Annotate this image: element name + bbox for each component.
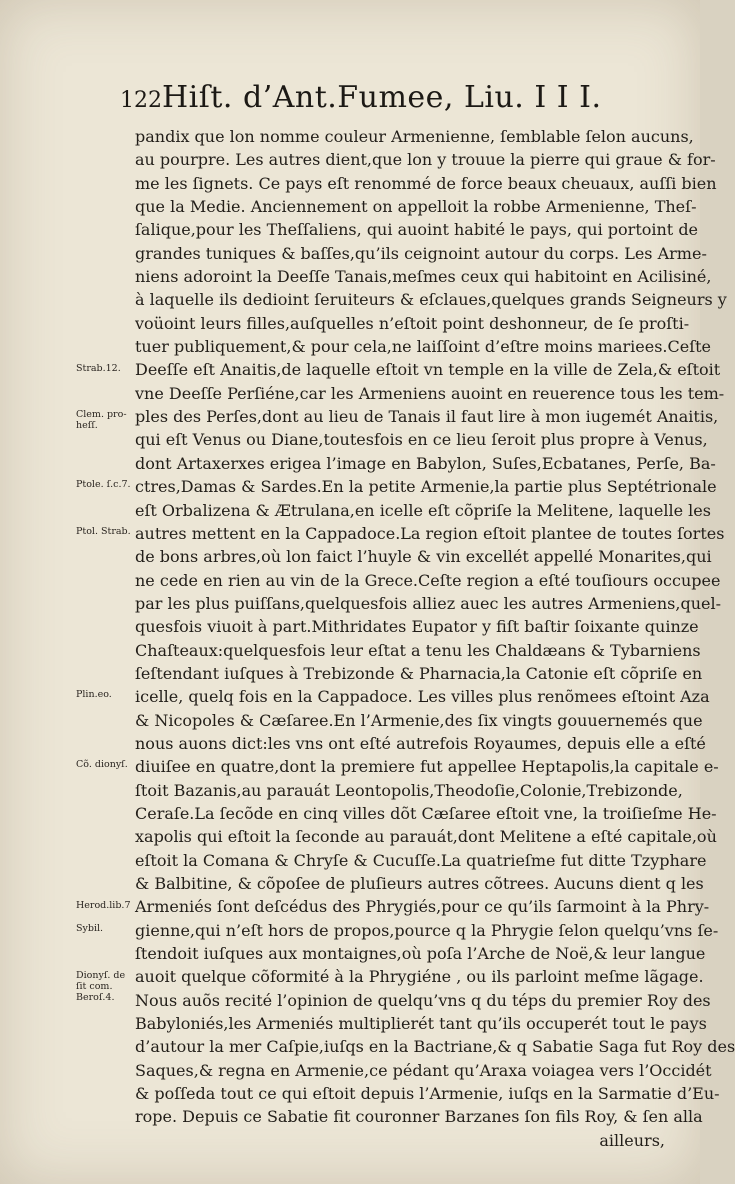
text-line: par les plus puiſſans,quelquesfois alliez auec les autres Armeniens,quel- xyxy=(135,593,722,613)
text-line: Babyloniés,les Armeniés multiplierét tant qu’ils occuperét tout le pays xyxy=(135,1014,707,1034)
text-line: ſtendoit iuſques aux montaignes,où poſa l’Arche de Noë,& leur langue xyxy=(135,944,706,964)
text-line: icelle, quelq fois en la Cappadoce. Les villes plus renõmees eſtoint Aza xyxy=(135,687,710,707)
text-line: ples des Perſes,dont au lieu de Tanais il faut lire à mon iugemét Anaitis, xyxy=(135,407,719,427)
text-line: ſalique,pour les Theſſaliens, qui auoint habité le pays, qui portoint de xyxy=(135,220,699,240)
text-line: qui eſt Venus ou Diane,toutesfois en ce lieu ſeroit plus propre à Venus, xyxy=(135,430,708,450)
text-line: ne cede en rien au vin de la Grece.Ceſte region a eſté touſiours occupee xyxy=(135,570,721,590)
text-line: Chaſteaux:quelquesfois leur eſtat a tenu les Chaldæans & Tybarniens xyxy=(135,640,701,660)
text-line: Ceraſe.La ſecõde en cinq villes dõt Cæſaree eſtoit vne, la troiſieſme He- xyxy=(135,803,717,823)
text-line: vne Deeſſe Perſiéne,car les Armeniens auoint en reuerence tous les tem- xyxy=(135,383,725,403)
text-line: gienne,qui n’eſt hors de propos,pource q la Phrygie ſelon quelqu’vns ſe- xyxy=(135,920,719,940)
margin-note: Strab.12. xyxy=(76,362,121,374)
running-title: Hiſt. d’Ant.Fumee, Liu. I I I. xyxy=(162,80,602,115)
page-header xyxy=(120,80,602,115)
body-text xyxy=(135,125,735,1152)
text-line: grandes tuniques & baſſes,qu’ils ceignoint autour du corps. Les Arme- xyxy=(135,243,707,263)
text-line: Deeſſe eſt Anaitis,de laquelle eſtoit vn temple en la ville de Zela,& eſtoit xyxy=(135,360,721,380)
page-number: 122 xyxy=(120,88,162,113)
text-line: d’autour la mer Caſpie,iuſqs en la Bactriane,& q Sabatie Saga fut Roy des xyxy=(135,1037,735,1057)
text-line: ſtoit Bazanis,au parauát Leontopolis,Theodoſie,Colonie,Trebizonde, xyxy=(135,780,683,800)
text-line: eſt Orbalizena & Ætrulana,en icelle eſt cõpriſe la Melitene, laquelle les xyxy=(135,500,711,520)
text-line: ctres,Damas & Sardes.En la petite Armenie,la partie plus Septétrionale xyxy=(135,477,717,497)
text-line: auoit quelque cõformité à la Phrygiéne , ou ils parloint meſme lãgage. xyxy=(135,967,704,987)
text-line: tuer publiquement,& pour cela,ne laiſſoint d’eſtre moins mariees.Ceſte xyxy=(135,337,712,357)
text-line: au pourpre. Les autres dient,que lon y trouue la pierre qui graue & for- xyxy=(135,150,716,170)
text-line: dont Artaxerxes erigea l’image en Babylon, Suſes,Ecbatanes, Perſe, Ba- xyxy=(135,453,716,473)
text-line: & Balbitine, & cõpoſee de pluſieurs autres cõtrees. Aucuns dient q les xyxy=(135,874,704,893)
text-line: de bons arbres,où lon faict l’huyle & vin excellét appellé Monarites,qui xyxy=(135,547,712,567)
text-line: quesfois viuoit à part.Mithridates Eupator y fiſt baſtir ſoixante quinze xyxy=(135,617,699,637)
text-line: me les ſignets. Ce pays eſt renommé de force beaux cheuaux, auſſi bien xyxy=(135,173,717,193)
text-line: & Nicopoles & Cæſaree.En l’Armenie,des ſix vingts gouuernemés que xyxy=(135,710,703,730)
text-line: Nous auõs recité l’opinion de quelqu’vns q du téps du premier Roy des xyxy=(135,990,711,1010)
text-line: eſtoit la Comana & Chryſe & Cucuſſe.La quatrieſme fut ditte Tzyphare xyxy=(135,850,707,870)
margin-note: Dionyſ. de ſit com. Beroſ.4. xyxy=(76,969,126,1003)
text-line: ailleurs, xyxy=(599,1130,665,1150)
text-line: pandix que lon nomme couleur Armenienne, ſemblable ſelon aucuns, xyxy=(135,127,694,146)
margin-note: Clem. pro-heſſ. xyxy=(76,409,127,432)
text-line: voüoint leurs filles,auſquelles n’eſtoit point deshonneur, de ſe proſti- xyxy=(135,313,690,333)
text-line: à laquelle ils dedioint ſeruiteurs & eſclaues,quelques grands Seigneurs y xyxy=(135,290,727,310)
margin-note: Herod.lib.7 xyxy=(76,899,131,911)
text-line: Saques,& regna en Armenie,ce pédant qu’Araxa voiagea vers l’Occidét xyxy=(135,1060,712,1080)
margin-note: Sybil. xyxy=(76,922,104,934)
text-line: & poſſeda tout ce qui eſtoit depuis l’Armenie, iuſqs en la Sarmatie d’Eu- xyxy=(135,1084,720,1104)
text-line: que la Medie. Anciennement on appelloit la robbe Armenienne, Theſ- xyxy=(135,197,697,217)
text-line: Armeniés ſont deſcédus des Phrygiés,pour ce qu’ils ſarmoint à la Phry- xyxy=(135,897,710,917)
text-line: ſeſtendant iuſques à Trebizonde & Pharnacia,la Catonie eſt cõpriſe en xyxy=(135,663,703,683)
text-line: diuiſee en quatre,dont la premiere fut appellee Heptapolis,la capitale e- xyxy=(135,757,719,777)
margin-note: Cõ. dionyſ. xyxy=(76,759,128,771)
text-line: rope. Depuis ce Sabatie fit couronner Barzanes ſon fils Roy, & ſen alla xyxy=(135,1107,703,1127)
text-line: niens adoroint la Deeſſe Tanais,meſmes ceux qui habitoint en Acilisiné, xyxy=(135,267,712,287)
margin-note: Plin.eo. xyxy=(76,689,112,701)
text-line: xapolis qui eſtoit la ſeconde au parauát,dont Melitene a eſté capitale,où xyxy=(135,827,717,847)
margin-note: Ptole. ſ.c.7. xyxy=(76,479,131,491)
margin-note: Ptol. Strab. xyxy=(76,525,131,537)
text-line: nous auons dict:les vns ont eſté autrefois Royaumes, depuis elle a eſté xyxy=(135,733,706,753)
text-line: autres mettent en la Cappadoce.La region eſtoit plantee de toutes ſortes xyxy=(135,523,725,543)
